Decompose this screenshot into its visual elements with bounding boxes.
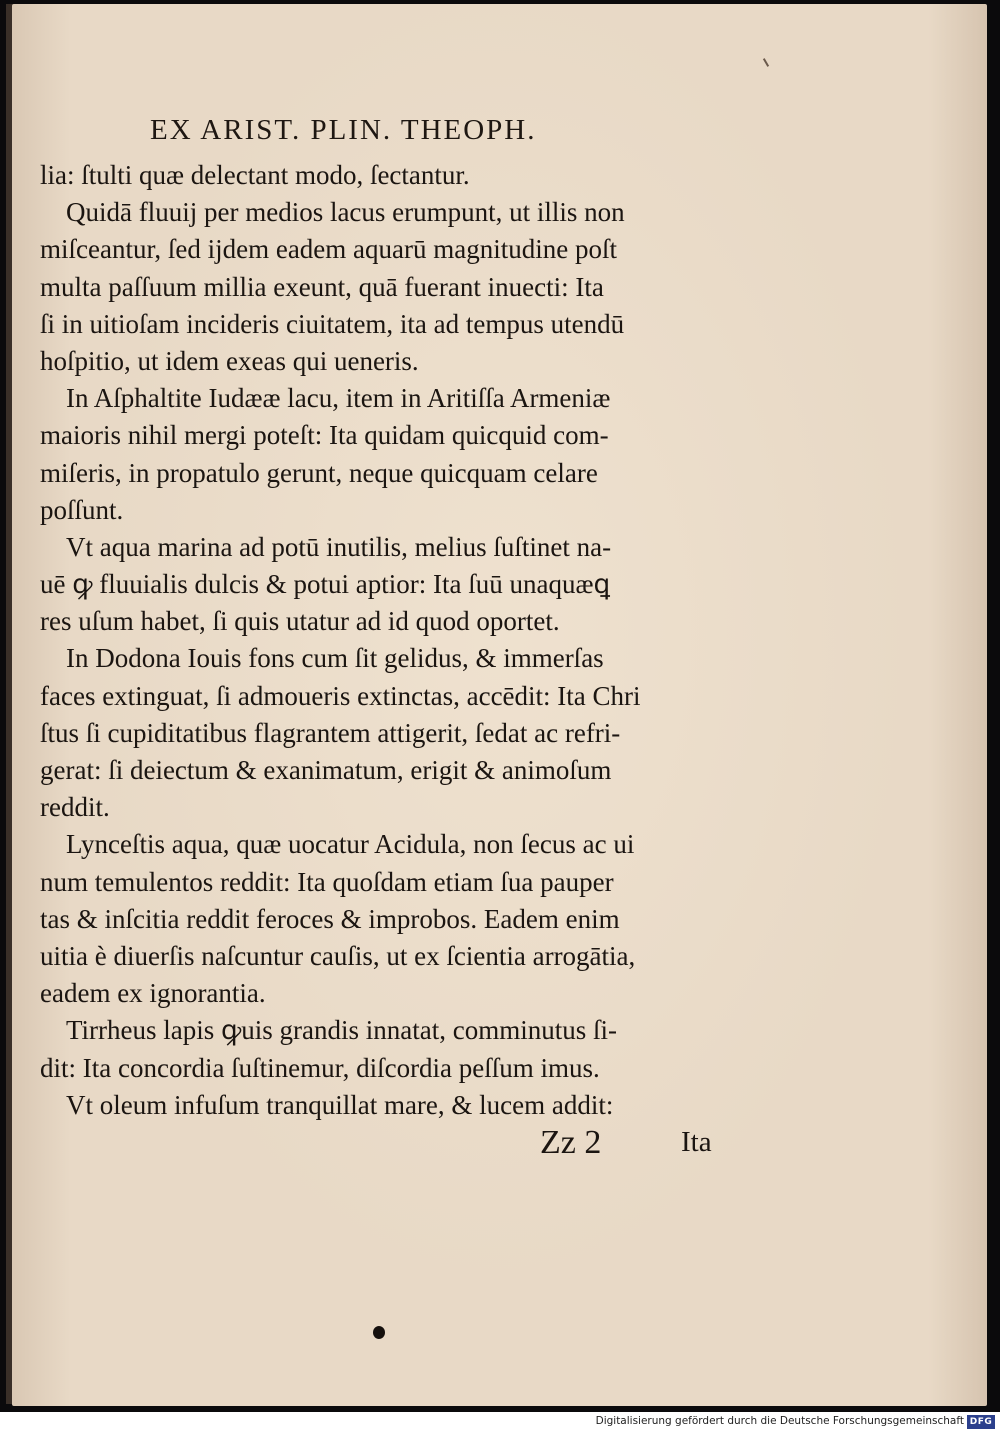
text-line: hoſpitio, ut idem exeas qui ueneris. bbox=[40, 345, 419, 376]
text-line: eadem ex ignorantia. bbox=[40, 978, 266, 1009]
text-line: res uſum habet, ſi quis utatur ad id quod oportet. bbox=[40, 606, 560, 637]
body-text bbox=[40, 157, 730, 1124]
ink-dot bbox=[373, 1326, 385, 1339]
text-line: reddit. bbox=[40, 792, 110, 823]
text-line: maioris nihil mergi poteſt: Ita quidam quicquid com- bbox=[40, 420, 609, 451]
text-line: num temulentos reddit: Ita quoſdam etiam ſua pauper bbox=[40, 866, 614, 897]
digitization-credit: Digitalisierung gefördert durch die Deutsche Forschungsgemeinschaft bbox=[595, 1415, 964, 1427]
text-line: poſſunt. bbox=[40, 494, 124, 525]
text-line: gerat: ſi deiectum & exanimatum, erigit & animoſum bbox=[40, 755, 612, 785]
text-line: dit: Ita concordia ſuſtinemur, diſcordia peſſum imus. bbox=[40, 1052, 600, 1083]
text-line: multa paſſuum millia exeunt, quā fuerant inuecti: Ita bbox=[40, 271, 604, 302]
text-line: Tirrheus lapis ꝙuis grandis innatat, comminutus ſi- bbox=[66, 1015, 617, 1046]
text-line: lia: ſtulti quæ delectant modo, ſectantur. bbox=[40, 160, 470, 190]
text-line: uē ꝙ fluuialis dulcis & potui aptior: Ita ſuū unaquæꝗ bbox=[40, 569, 611, 600]
running-header: EX ARIST. PLIN. THEOPH. bbox=[150, 114, 537, 146]
text-line: In Dodona Iouis fons cum ſit gelidus, & immerſas bbox=[66, 643, 604, 674]
text-line: In Aſphaltite Iudææ lacu, item in Aritiſſa Armeniæ bbox=[66, 383, 611, 414]
text-line: miſceantur, ſed ijdem eadem aquarū magnitudine poſt bbox=[40, 234, 617, 265]
footer-bar bbox=[0, 1412, 1000, 1433]
dfg-logo-icon: DFG bbox=[967, 1415, 995, 1429]
text-line: ſtus ſi cupiditatibus flagrantem attigerit, ſedat ac refri- bbox=[40, 717, 621, 748]
text-line: ſi in uitioſam incideris ciuitatem, ita ad tempus utendū bbox=[40, 308, 625, 339]
text-line: Quidā fluuij per medios lacus erumpunt, ut illis non bbox=[66, 197, 625, 228]
text-line: faces extinguat, ſi admoueris extinctas, accēdit: Ita Chri bbox=[40, 680, 641, 711]
text-line: miſeris, in propatulo gerunt, neque quicquam celare bbox=[40, 457, 598, 488]
catchword: Ita bbox=[681, 1126, 712, 1158]
text-line: Vt oleum infuſum tranquillat mare, & lucem addit: bbox=[66, 1089, 614, 1120]
text-line: Lynceſtis aqua, quæ uocatur Acidula, non ſecus ac ui bbox=[66, 829, 635, 860]
signature-mark: Zz 2 bbox=[540, 1124, 602, 1161]
text-line: Vt aqua marina ad potū inutilis, melius ſuſtinet na- bbox=[66, 531, 612, 562]
text-line: uitia è diuerſis naſcuntur cauſis, ut ex ſcientia arrogātia, bbox=[40, 940, 636, 971]
text-line: tas & inſcitia reddit feroces & improbos. Eadem enim bbox=[40, 903, 620, 934]
